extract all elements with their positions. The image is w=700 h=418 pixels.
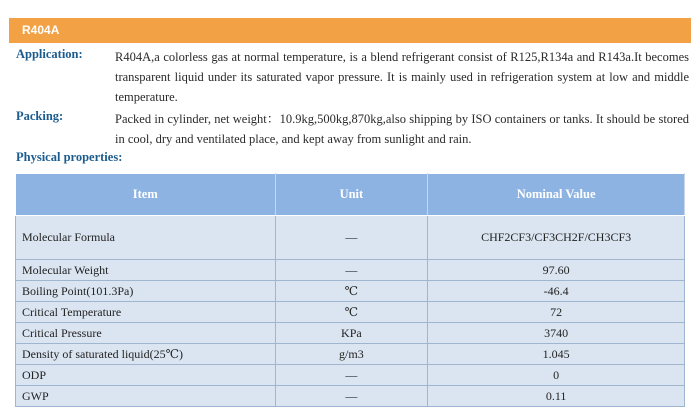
table-row [16,344,685,365]
row-value: -46.4 [428,281,685,302]
product-title: R404A [22,23,60,37]
packing-text: Packed in cylinder, net weight：10.9kg,500kg,870kg,also shipping by ISO containers or tanks. It should be stored in cool, dry and ventilated place, and kept away from sunlight and rain. [115,112,689,146]
table-row [16,216,685,260]
row-value: CHF2CF3/CF3CH2F/CH3CF3 [428,216,685,260]
row-unit: ℃ [275,302,428,323]
row-value: 1.045 [428,344,685,365]
application-label: Application: [16,47,83,61]
row-unit: — [275,386,428,407]
row-item: Boiling Point(101.3Pa) [16,281,276,302]
table-header-row [16,174,685,216]
row-unit: — [275,260,428,281]
row-value: 0.11 [428,386,685,407]
row-value: 0 [428,365,685,386]
row-item: GWP [16,386,276,407]
product-banner [9,18,691,43]
row-value: 3740 [428,323,685,344]
column-header-unit: Unit [275,174,428,216]
row-value: 97.60 [428,260,685,281]
table-row [16,302,685,323]
row-item: ODP [16,365,276,386]
application-text: R404A,a colorless gas at normal temperature, is a blend refrigerant consist of R125,R134a and R143a.It becomes transparent liquid under its saturated vapor pressure. It is mainly used in refrigeration system at low and middle temperature. [115,50,689,104]
table-row [16,386,685,407]
packing-section [9,109,691,149]
row-unit: — [275,216,428,260]
row-item: Critical Pressure [16,323,276,344]
column-header-item: Item [16,174,276,216]
row-item: Critical Temperature [16,302,276,323]
physical-properties-title: Physical properties: [16,150,123,164]
table-row [16,365,685,386]
row-item: Molecular Formula [16,216,276,260]
column-header-nominal-value: Nominal Value [428,174,685,216]
packing-label: Packing: [16,109,64,123]
row-unit: KPa [275,323,428,344]
physical-properties-table [15,173,685,407]
table-row [16,323,685,344]
row-item: Molecular Weight [16,260,276,281]
table-row [16,281,685,302]
row-unit: ℃ [275,281,428,302]
row-item: Density of saturated liquid(25℃) [16,344,276,365]
row-unit: — [275,365,428,386]
application-section [9,47,691,107]
table-row [16,260,685,281]
row-unit: g/m3 [275,344,428,365]
row-value: 72 [428,302,685,323]
